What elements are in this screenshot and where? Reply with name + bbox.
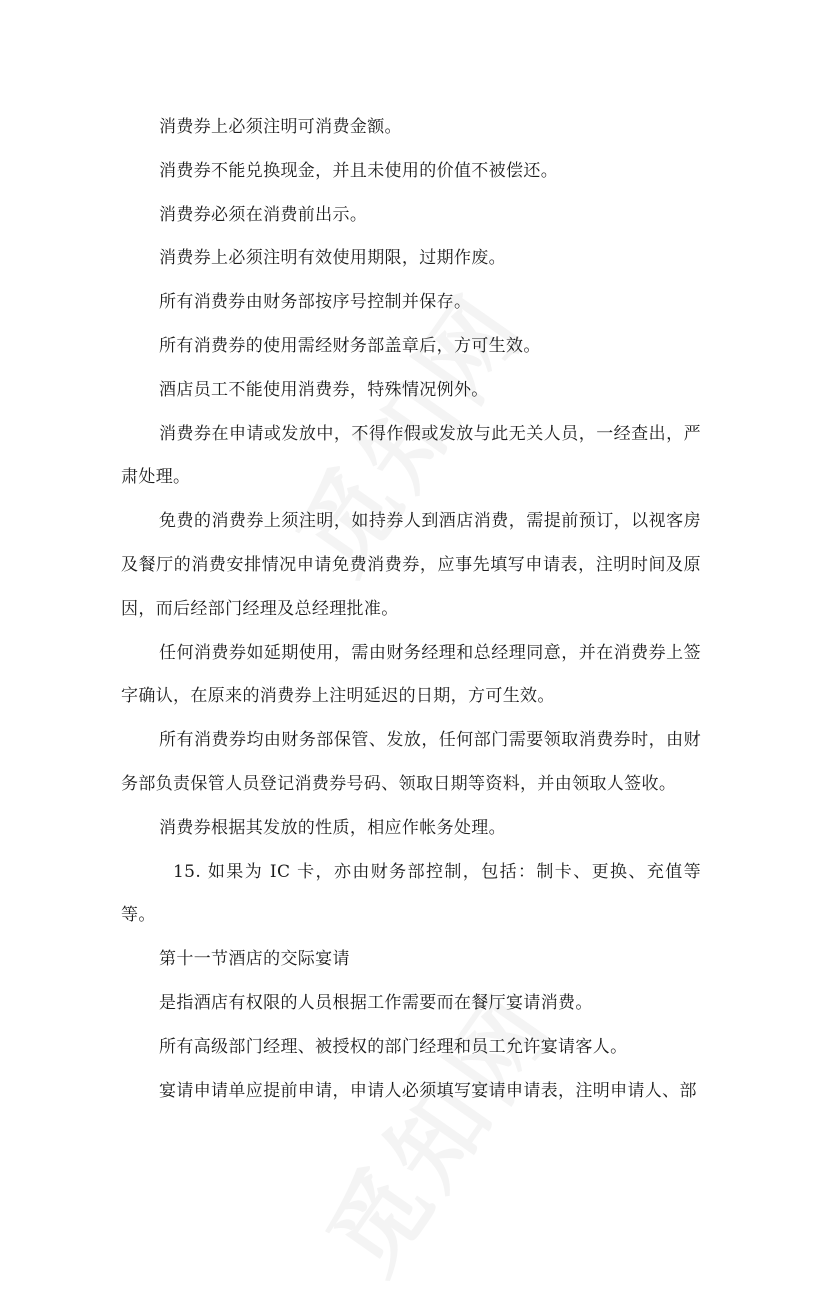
paragraph: 消费券根据其发放的性质，相应作帐务处理。 xyxy=(159,817,506,838)
paragraph: 消费券在申请或发放中，不得作假或发放与此无关人员，一经查出，严肃处理。 xyxy=(121,423,701,488)
paragraph: 宴请申请单应提前申请，申请人必须填写宴请申请表，注明申请人、部 xyxy=(159,1080,697,1101)
paragraph: 消费券不能兑换现金，并且未使用的价值不被偿还。 xyxy=(159,160,559,181)
paragraph: 消费券上必须注明有效使用期限，过期作废。 xyxy=(159,248,506,269)
paragraph: 免费的消费券上须注明，如持券人到酒店消费，需提前预订，以视客房及餐厅的消费安排情况申请免费消费券，应事先填写申请表，注明时间及原因，而后经部门经理及总经理批准。 xyxy=(121,511,701,619)
paragraph: 所有消费券的使用需经财务部盖章后，方可生效。 xyxy=(159,335,541,356)
paragraph: 所有消费券由财务部按序号控制并保存。 xyxy=(159,292,472,313)
paragraph: 消费券上必须注明可消费金额。 xyxy=(159,117,402,137)
paragraph: 所有消费券均由财务部保管、发放，任何部门需要领取消费券时，由财务部负责保管人员登记消费券号码、领取日期等资料，并由领取人签收。 xyxy=(121,730,701,794)
paragraph: 所有高级部门经理、被授权的部门经理和员工允许宴请客人。 xyxy=(159,1036,628,1057)
document-body xyxy=(121,106,701,1113)
numbered-paragraph: 15. 如果为 IC 卡，亦由财务部控制，包括：制卡、更换、充值等等。 xyxy=(121,861,701,926)
paragraph: 消费券必须在消费前出示。 xyxy=(159,204,368,225)
section-heading: 第十一节酒店的交际宴请 xyxy=(159,949,350,970)
paragraph: 是指酒店有权限的人员根据工作需要而在餐厅宴请消费。 xyxy=(159,992,593,1013)
paragraph: 酒店员工不能使用消费券，特殊情况例外。 xyxy=(159,379,489,400)
paragraph: 任何消费券如延期使用，需由财务经理和总经理同意，并在消费券上签字确认，在原来的消费券上注明延迟的日期，方可生效。 xyxy=(121,642,701,707)
